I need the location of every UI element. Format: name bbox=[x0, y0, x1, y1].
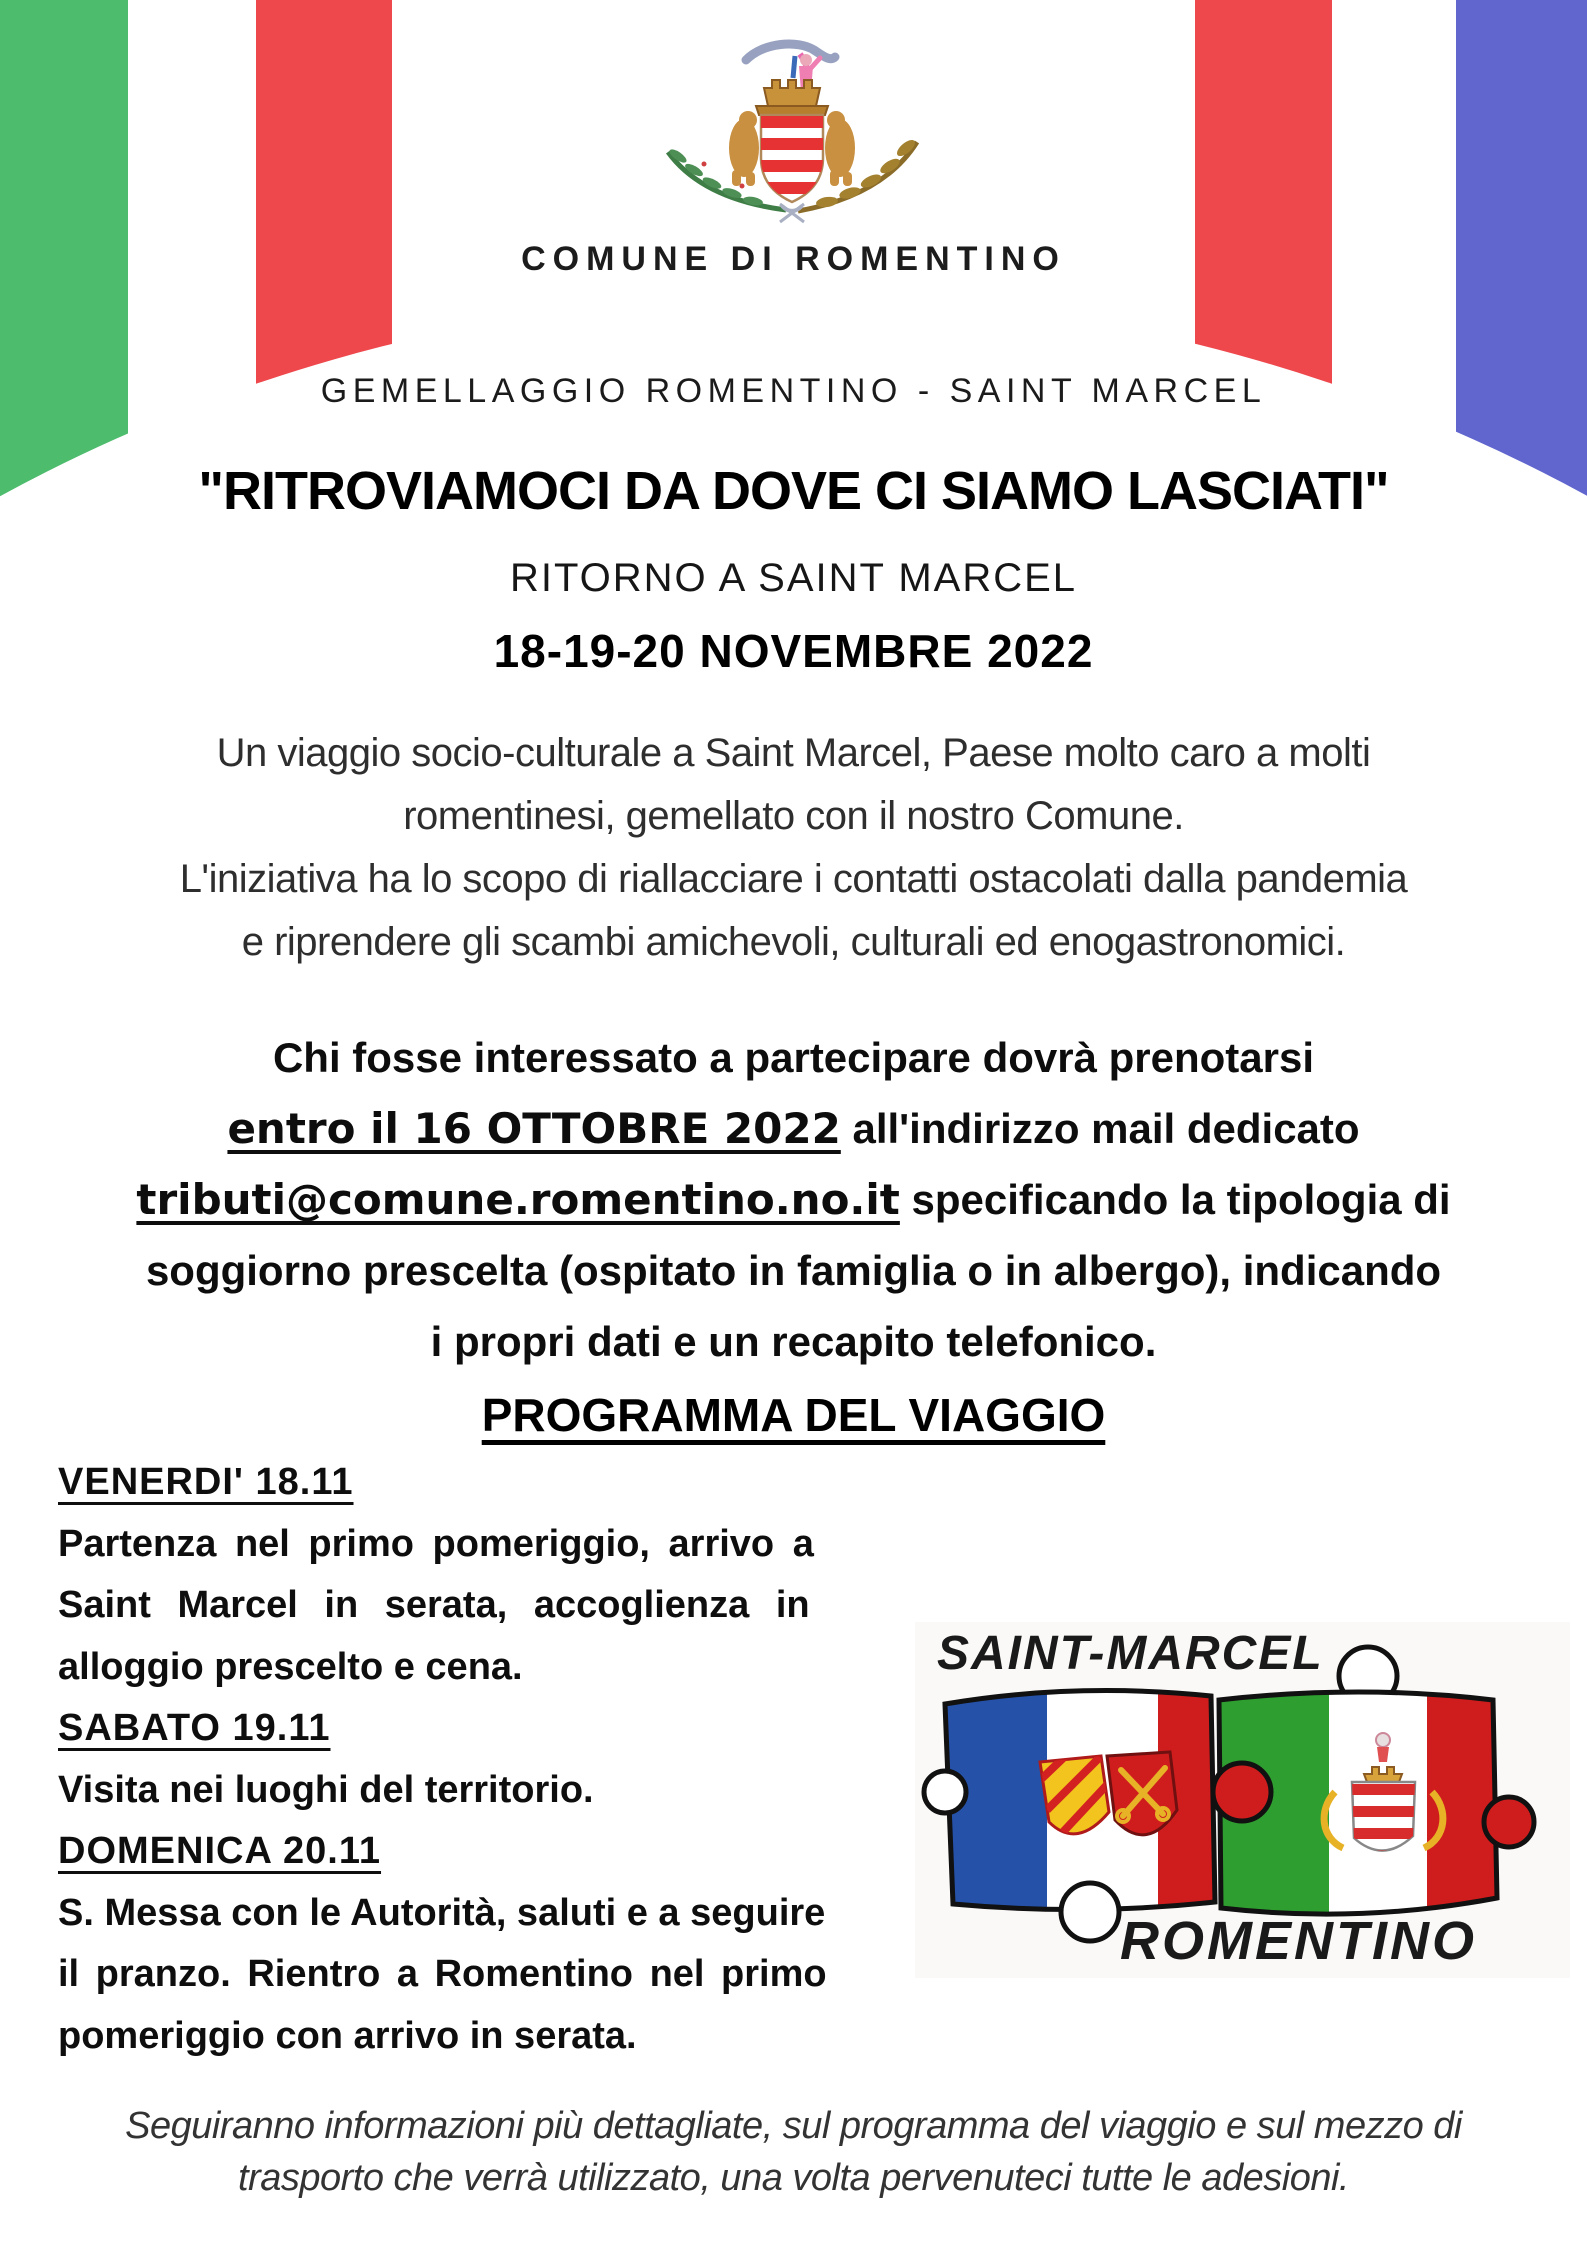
crest-shield bbox=[758, 115, 828, 202]
booking-line: i propri dati e un recapito telefonico. bbox=[430, 1318, 1157, 1365]
intro-line: Un viaggio socio-culturale a Saint Marcel, Paese molto caro a molti bbox=[216, 731, 1371, 775]
saint-marcel-shield-keys bbox=[1107, 1752, 1177, 1835]
program-line: Partenza nel primo pomeriggio, arrivo a bbox=[58, 1522, 814, 1565]
booking-paragraph bbox=[0, 1022, 1587, 1377]
page-title: "RITROVIAMOCI DA DOVE CI SIAMO LASCIATI" bbox=[198, 461, 1389, 521]
crest-lion-left bbox=[729, 111, 759, 186]
program-line: S. Messa con le Autorità, saluti e a seguire bbox=[58, 1891, 826, 1934]
puzzle-right-tab bbox=[1484, 1797, 1534, 1847]
program-line: pomeriggio con arrivo in serata. bbox=[58, 2014, 637, 2057]
coat-of-arms-icon bbox=[660, 36, 925, 234]
booking-deadline: entro il 16 OTTOBRE 2022 bbox=[227, 1104, 841, 1153]
crest-streamer-blue bbox=[793, 56, 795, 78]
program-day-saturday: SABATO 19.11 bbox=[58, 1707, 331, 1749]
romentino-label: ROMENTINO bbox=[1120, 1911, 1477, 1971]
crest-crown bbox=[756, 80, 828, 115]
booking-line: tributi@comune.romentino.no.it specificando la tipologia di bbox=[136, 1175, 1451, 1224]
booking-line: entro il 16 OTTOBRE 2022 all'indirizzo mail dedicato bbox=[227, 1104, 1360, 1153]
intro-line: e riprendere gli scambi amichevoli, culturali ed enogastronomici. bbox=[241, 920, 1346, 964]
program-line: Saint Marcel in serata, accoglienza in bbox=[58, 1584, 810, 1626]
program-line: alloggio prescelto e cena. bbox=[58, 1645, 523, 1688]
footer-line: trasporto che verrà utilizzato, una volta pervenuteci tutte le adesioni. bbox=[238, 2157, 1349, 2199]
footer-line: Seguiranno informazioni più dettagliate, sul programma del viaggio e sul mezzo di bbox=[125, 2105, 1462, 2147]
intro-paragraph bbox=[0, 722, 1587, 974]
puzzle-center-tab bbox=[1213, 1763, 1271, 1821]
page-subtitle: RITORNO A SAINT MARCEL bbox=[509, 556, 1078, 600]
booking-email: tributi@comune.romentino.no.it bbox=[136, 1175, 900, 1224]
program-heading: PROGRAMMA DEL VIAGGIO bbox=[481, 1389, 1106, 1441]
program-line: il pranzo. Rientro a Romentino nel primo bbox=[58, 1953, 827, 1995]
program-schedule bbox=[58, 1452, 946, 2067]
program-day-sunday: DOMENICA 20.11 bbox=[58, 1830, 382, 1872]
program-day-friday: VENERDI' 18.11 bbox=[58, 1461, 354, 1503]
twinning-logo bbox=[915, 1612, 1570, 1984]
saint-marcel-label: SAINT-MARCEL bbox=[937, 1627, 1324, 1680]
crest-lion-right bbox=[825, 111, 855, 186]
intro-line: romentinesi, gemellato con il nostro Comune. bbox=[403, 794, 1184, 838]
intro-line: L'iniziativa ha lo scopo di riallacciare i contatti ostacolati dalla pandemia bbox=[179, 857, 1408, 901]
puzzle-left-socket bbox=[924, 1771, 966, 1813]
puzzle-bottom-knob bbox=[1061, 1883, 1119, 1941]
footer-note bbox=[0, 2100, 1587, 2204]
booking-line: soggiorno prescelta (ospitato in famiglia o in albergo), indicando bbox=[145, 1247, 1442, 1294]
event-name: GEMELLAGGIO ROMENTINO - SAINT MARCEL bbox=[320, 372, 1267, 410]
event-dates: 18-19-20 NOVEMBRE 2022 bbox=[493, 625, 1094, 677]
booking-line: Chi fosse interessato a partecipare dovrà prenotarsi bbox=[272, 1034, 1315, 1081]
program-line: Visita nei luoghi del territorio. bbox=[58, 1768, 594, 1811]
municipality-name: COMUNE DI ROMENTINO bbox=[521, 240, 1066, 278]
